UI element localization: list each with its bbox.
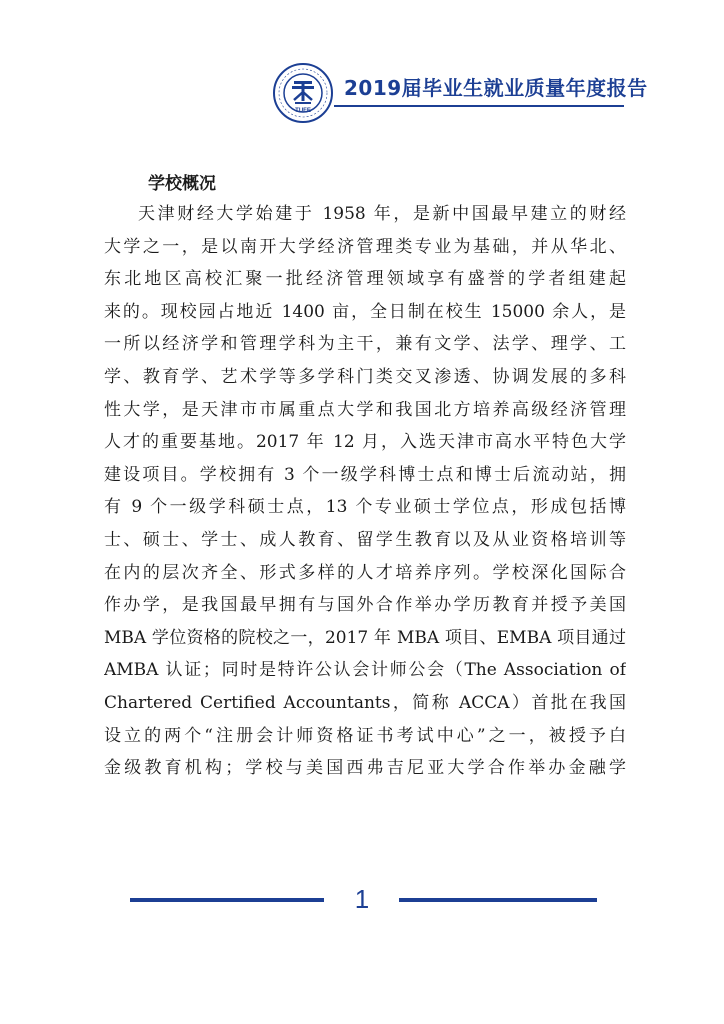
header-divider [334,105,624,107]
page-header [0,0,724,130]
paragraph-line: 建设项目。学校拥有 3 个一级学科博士点和博士后流动站，拥 [104,464,626,485]
paragraph-line: 天津财经大学始建于 1958 年，是新中国最早建立的财经 [138,204,626,224]
paragraph-line: 有 9 个一级学科硕士点，13 个专业硕士学位点，形成包括博 [104,497,626,518]
paragraph-line: 作办学，是我国最早拥有与国外合作举办学历教育并授予美国 [104,595,626,616]
paragraph-line: 在内的层次齐全、形式多样的人才培养序列。学校深化国际合 [104,562,626,583]
paragraph-line: Chartered Certified Accountants，简称 ACCA）首批在我国 [104,692,626,713]
paragraph-line: 大学之一，是以南开大学经济管理类专业为基础，并从华北、 [104,236,626,257]
paragraph-line: 学、教育学、艺术学等多学科门类交叉渗透、协调发展的多科 [104,366,626,387]
paragraph-line: 士、硕士、学士、成人教育、留学生教育以及从业资格培训等 [104,529,626,550]
paragraph-line: 性大学，是天津市市属重点大学和我国北方培养高级经济管理 [104,399,626,420]
paragraph-line: 金级教育机构；学校与美国西弗吉尼亚大学合作举办金融学 [104,758,626,779]
paragraph-line: 人才的重要基地。2017 年 12 月，入选天津市高水平特色大学 [104,432,626,453]
footer-bar-left [130,898,324,902]
body-paragraph [104,198,626,785]
paragraph-line: MBA 学位资格的院校之一，2017 年 MBA 项目、EMBA 项目通过 [104,627,626,648]
footer-bar-right [399,898,597,902]
paragraph-line: AMBA 认证；同时是特许公认会计师公会（The Association of [104,660,626,681]
paragraph-line: 一所以经济学和管理学科为主干，兼有文学、法学、理学、工 [104,334,626,355]
svg-text:TUFE: TUFE [295,108,311,114]
university-seal-logo [272,62,334,124]
section-heading: 学校概况 [148,174,216,194]
page-number: 1 [354,884,370,914]
paragraph-line: 东北地区高校汇聚一批经济管理领域享有盛誉的学者组建起 [104,269,626,290]
paragraph-line: 来的。现校园占地近 1400 亩，全日制在校生 15000 余人，是 [104,301,626,322]
paragraph-line: 设立的两个“注册会计师资格证书考试中心”之一，被授予白 [104,725,626,746]
report-title: 2019届毕业生就业质量年度报告 [344,76,648,100]
